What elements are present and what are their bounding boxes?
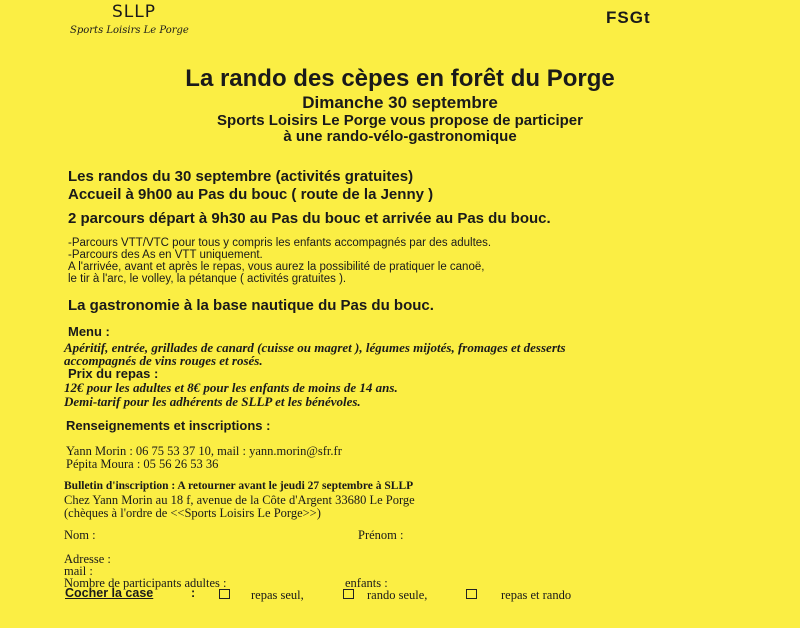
randos-line: -Parcours des As en VTT uniquement. [68, 249, 263, 261]
menu-line: accompagnés de vins rouges et rosés. [64, 353, 263, 368]
checkbox-repas-seul[interactable] [219, 589, 230, 599]
checkbox-rando-seule[interactable] [343, 589, 354, 599]
contact-line: Yann Morin : 06 75 53 37 10, mail : yann.morin@sfr.fr [66, 444, 342, 458]
form-adresse-label: Adresse : [64, 552, 111, 566]
sllp-logo-subtitle: Sports Loisirs Le Porge [70, 25, 189, 36]
randos-line: -Parcours VTT/VTC pour tous y compris les enfants accompagnés par des adultes. [68, 237, 492, 249]
form-enfants-label: enfants : [345, 576, 388, 590]
checkbox-repas-et-rando[interactable] [466, 589, 477, 599]
option-repas-et-rando: repas et rando [501, 588, 572, 602]
menu-label: Menu : [68, 324, 110, 339]
renseignements-heading: Renseignements et inscriptions : [66, 418, 271, 433]
prix-line: 12€ pour les adultes et 8€ pour les enfants de moins de 14 ans. [64, 380, 398, 395]
option-rando-seule: rando seule, [367, 588, 428, 602]
contact-line: Pépita Moura : 05 56 26 53 36 [66, 457, 219, 471]
randos-line: le tir à l'arc, le volley, la pétanque ( activités gratuites ). [68, 273, 347, 285]
form-nom-label: Nom : [64, 528, 96, 542]
menu-line: Apéritif, entrée, grillades de canard (cuisse ou magret ), légumes mijotés, fromages et desserts [64, 340, 566, 355]
randos-line: A l'arrivée, avant et après le repas, vous aurez la possibilité de pratiquer le canoë, [68, 261, 485, 273]
randos-heading-2: Accueil à 9h00 au Pas du bouc ( route de la Jenny ) [68, 186, 434, 203]
prix-label: Prix du repas : [68, 366, 159, 381]
cocher-colon: : [191, 586, 196, 600]
form-participants-label: Nombre de participants adultes : [64, 576, 227, 590]
option-repas-seul: repas seul, [251, 588, 304, 602]
bulletin-line-3: (chèques à l'ordre de <<Sports Loisirs Le Porge>>) [64, 506, 321, 520]
form-prenom-label: Prénom : [358, 528, 404, 542]
prix-line: Demi-tarif pour les adhérents de SLLP et les bénévoles. [64, 394, 361, 409]
sllp-logo: SLLP [112, 2, 156, 22]
main-title: La rando des cèpes en forêt du Porge [185, 65, 615, 92]
intro-line-1: Sports Loisirs Le Porge vous propose de participer [217, 112, 583, 129]
gastronomie-heading: La gastronomie à la base nautique du Pas du bouc. [68, 297, 434, 314]
form-mail-label: mail : [64, 564, 93, 578]
randos-heading-3: 2 parcours départ à 9h30 au Pas du bouc et arrivée au Pas du bouc. [68, 210, 551, 227]
bulletin-line-2: Chez Yann Morin au 18 f, avenue de la Côte d'Argent 33680 Le Porge [64, 493, 415, 507]
bulletin-line-1: Bulletin d'inscription : A retourner avant le jeudi 27 septembre à SLLP [64, 480, 414, 492]
cocher-label: Cocher la case [65, 586, 154, 600]
intro-line-2: à une rando-vélo-gastronomique [283, 128, 517, 145]
event-date: Dimanche 30 septembre [302, 93, 498, 112]
randos-heading-1: Les randos du 30 septembre (activités gratuites) [68, 168, 414, 185]
fsgt-logo: FSGt [606, 8, 651, 27]
